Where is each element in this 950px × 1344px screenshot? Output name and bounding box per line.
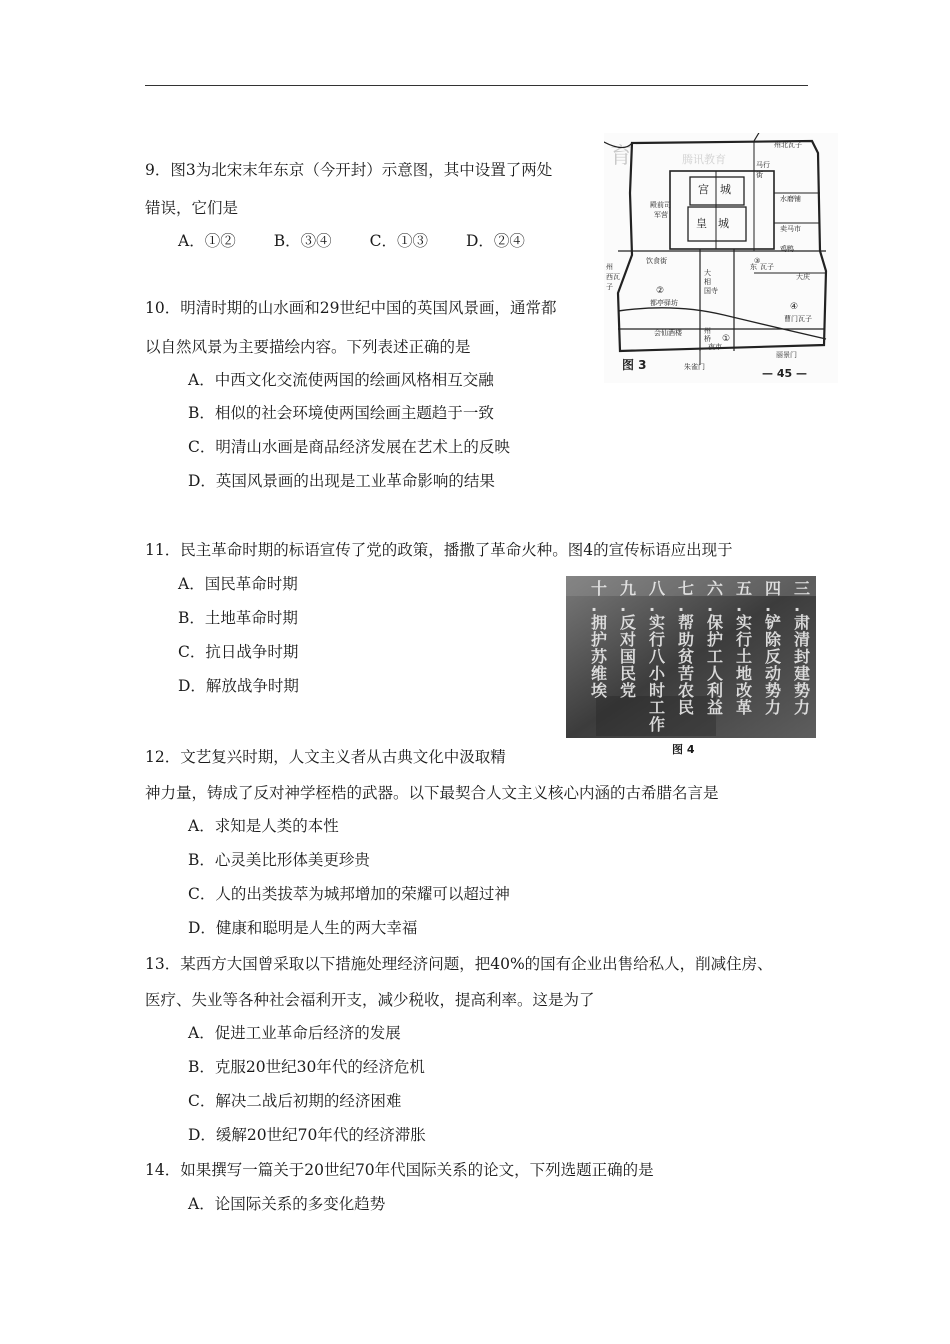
q10-option-b[interactable]: B．相似的社会环境使两国绘画主题趋于一致 xyxy=(188,404,494,422)
svg-text:街: 街 xyxy=(756,171,763,179)
q9-option-b[interactable]: B．③④ xyxy=(273,232,332,250)
q11-option-a[interactable]: A．国民革命时期 xyxy=(178,575,298,593)
q12-stem-line1: 12．文艺复兴时期，人文主义者从古典文化中汲取精 xyxy=(145,748,506,766)
figure-4-slogan-column: 八.实行八小时工作 xyxy=(649,579,666,734)
q13-option-d[interactable]: D．缓解20世纪70年代的经济滞胀 xyxy=(188,1126,426,1144)
svg-text:子: 子 xyxy=(606,283,613,291)
q12-stem-line2: 神力量，铸成了反对神学桎梏的武器。以下最契合人文主义核心内涵的古希腊名言是 xyxy=(145,784,719,802)
figure-4-slogan-column: 七.帮助贫苦农民 xyxy=(678,579,695,717)
q10-option-c[interactable]: C．明清山水画是商品经济发展在艺术上的反映 xyxy=(188,438,510,456)
svg-text:皇 城: 皇 城 xyxy=(696,217,729,230)
watermark-text: 育 xyxy=(610,144,633,169)
svg-text:殿前司: 殿前司 xyxy=(650,201,671,209)
svg-text:都亭驿坊: 都亭驿坊 xyxy=(650,299,678,307)
figure-4-slogan-column: 九.反对国民党 xyxy=(620,579,637,700)
svg-text:大: 大 xyxy=(704,269,711,277)
svg-text:朱雀门: 朱雀门 xyxy=(684,363,705,371)
q13-stem-line2: 医疗、失业等各种社会福利开支，减少税收，提高利率。这是为了 xyxy=(145,991,595,1009)
figure-3-map xyxy=(604,133,838,383)
svg-text:瓦子: 瓦子 xyxy=(760,263,774,271)
q9-stem-line1: 9．图3为北宋末年东京（今开封）示意图，其中设置了两处 xyxy=(145,161,553,179)
q10-option-a[interactable]: A．中西文化交流使两国的绘画风格相互交融 xyxy=(188,371,494,389)
q9-options xyxy=(178,231,563,251)
svg-text:国寺: 国寺 xyxy=(704,287,718,295)
svg-text:桥: 桥 xyxy=(704,335,711,343)
q10-stem-line2: 以自然风景为主要描绘内容。下列表述正确的是 xyxy=(145,338,471,356)
q11-stem: 11．民主革命时期的标语宣传了党的政策，播撒了革命火种。图4的宣传标语应出现于 xyxy=(145,541,733,559)
q9-stem-line2: 错误，它们是 xyxy=(145,199,239,217)
svg-text:腾讯教育: 腾讯教育 xyxy=(682,153,726,166)
svg-text:东: 东 xyxy=(750,263,757,271)
figure-4-slogan-column: 六.保护工人利益 xyxy=(707,579,724,717)
svg-text:④: ④ xyxy=(790,302,799,312)
figure-4-caption: 图 4 xyxy=(672,743,695,756)
figure-4-slogan-column: 五.实行土地改革 xyxy=(736,579,753,717)
svg-text:州: 州 xyxy=(704,327,711,335)
q12-option-a[interactable]: A．求知是人类的本性 xyxy=(188,817,339,835)
q11-option-d[interactable]: D．解放战争时期 xyxy=(178,677,299,695)
svg-text:①: ① xyxy=(722,334,731,344)
svg-text:宫 城: 宫 城 xyxy=(698,183,731,196)
q9-option-a[interactable]: A．①② xyxy=(178,232,236,250)
svg-text:大庆: 大庆 xyxy=(796,273,810,281)
svg-text:水磨铺: 水磨铺 xyxy=(780,195,801,203)
figure-4-slogan-column: 四.铲除反动势力 xyxy=(765,579,782,717)
q13-option-a[interactable]: A．促进工业革命后经济的发展 xyxy=(188,1024,401,1042)
q13-option-c[interactable]: C．解决二战后初期的经济困难 xyxy=(188,1092,402,1110)
svg-text:马行: 马行 xyxy=(756,161,770,169)
svg-text:州北瓦子: 州北瓦子 xyxy=(774,141,802,149)
figure-3-caption: 图 3 xyxy=(622,358,647,372)
q14-option-a[interactable]: A．论国际关系的多变化趋势 xyxy=(188,1195,386,1213)
svg-text:鸡鸭: 鸡鸭 xyxy=(780,245,794,253)
svg-text:丽景门: 丽景门 xyxy=(776,351,797,359)
svg-text:饮食街: 饮食街 xyxy=(646,257,667,265)
q10-stem-line1: 10．明清时期的山水画和29世纪中国的英国风景画，通常都 xyxy=(145,299,557,317)
q12-option-c[interactable]: C．人的出类拔萃为城邦增加的荣耀可以超过神 xyxy=(188,885,510,903)
q13-option-b[interactable]: B．克服20世纪30年代的经济危机 xyxy=(188,1058,425,1076)
q12-option-d[interactable]: D．健康和聪明是人生的两大幸福 xyxy=(188,919,418,937)
q11-option-b[interactable]: B．土地革命时期 xyxy=(178,609,298,627)
figure-4-slogan-column: 十.拥护苏维埃 xyxy=(591,579,608,700)
q12-option-b[interactable]: B．心灵美比形体美更珍贵 xyxy=(188,851,370,869)
svg-text:西瓦: 西瓦 xyxy=(606,273,620,281)
svg-text:卖马市: 卖马市 xyxy=(780,225,801,233)
q9-option-c[interactable]: C．①③ xyxy=(369,232,428,250)
svg-text:夜市: 夜市 xyxy=(708,343,722,351)
svg-text:州: 州 xyxy=(606,263,613,271)
figure-4-slogan-photo xyxy=(566,576,816,738)
q11-option-c[interactable]: C．抗日战争时期 xyxy=(178,643,299,661)
svg-text:军营: 军营 xyxy=(654,211,668,219)
svg-text:相: 相 xyxy=(704,278,711,286)
q9-option-d[interactable]: D．②④ xyxy=(465,232,525,250)
svg-text:②: ② xyxy=(656,286,665,296)
figure-4-slogan-column: 三.肃清封建势力 xyxy=(794,579,811,717)
q13-stem-line1: 13．某西方大国曾采取以下措施处理经济问题，把40%的国有企业出售给私人，削减住房、 xyxy=(145,955,773,973)
header-rule xyxy=(145,85,808,86)
svg-text:会仙酒楼: 会仙酒楼 xyxy=(654,329,682,337)
page-number: — 45 — xyxy=(762,367,807,380)
svg-text:③: ③ xyxy=(754,257,761,265)
svg-text:曹门瓦子: 曹门瓦子 xyxy=(784,315,812,323)
q10-option-d[interactable]: D．英国风景画的出现是工业革命影响的结果 xyxy=(188,472,495,490)
q14-stem: 14．如果撰写一篇关于20世纪70年代国际关系的论文，下列选题正确的是 xyxy=(145,1161,654,1179)
